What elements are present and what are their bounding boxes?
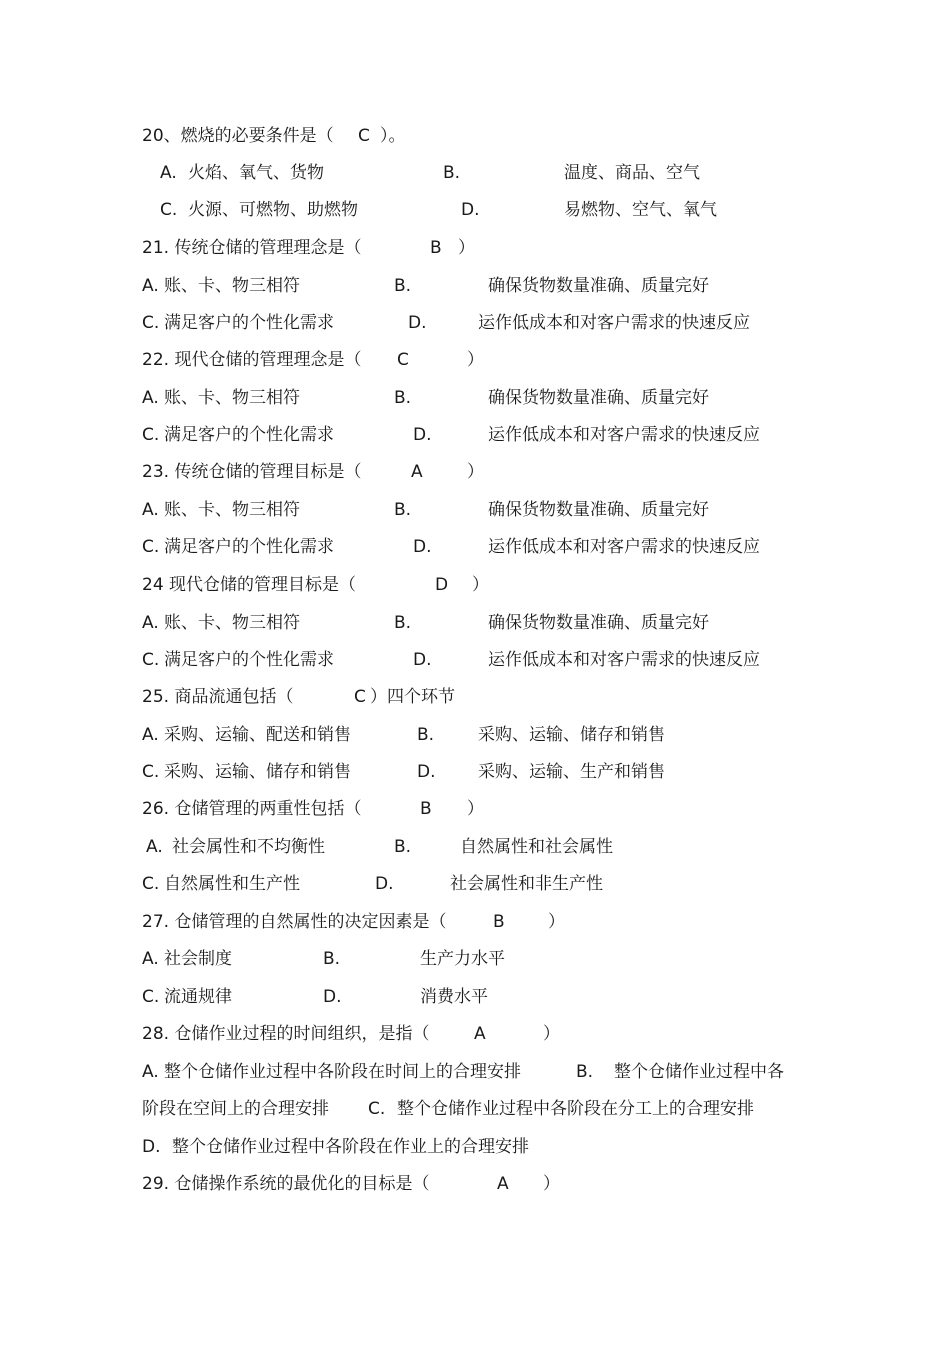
option-text: 满足客户的个性化需求 xyxy=(164,313,334,333)
option-text: 确保货物数量准确、质量完好 xyxy=(488,500,709,520)
option-text: 运作低成本和对客户需求的快速反应 xyxy=(488,425,760,445)
option-letter: D. xyxy=(408,313,427,333)
option-text: 运作低成本和对客户需求的快速反应 xyxy=(478,313,750,333)
option-letter: C. xyxy=(142,313,160,333)
question-close: ） xyxy=(543,1174,560,1194)
option-letter: D. xyxy=(323,987,342,1007)
option-text: 运作低成本和对客户需求的快速反应 xyxy=(488,537,760,557)
option-text: 账、卡、物三相符 xyxy=(164,613,300,633)
option-letter: C. xyxy=(142,537,160,557)
question-answer: B xyxy=(420,799,432,819)
option-text: 自然属性和生产性 xyxy=(164,874,300,894)
option-text: 消费水平 xyxy=(420,987,488,1007)
option-letter: C. xyxy=(160,200,178,220)
option-text: 火焰、氧气、货物 xyxy=(188,163,324,183)
option-text: 满足客户的个性化需求 xyxy=(164,650,334,670)
option-letter: C. xyxy=(368,1099,386,1119)
option-letter: D. xyxy=(413,537,432,557)
option-letter: A. xyxy=(142,276,159,296)
question-stem: 28. 仓储作业过程的时间组织，是指（ xyxy=(142,1024,430,1044)
option-text: 账、卡、物三相符 xyxy=(164,500,300,520)
option-text: 整个仓储作业过程中各 xyxy=(614,1062,784,1082)
option-letter: B. xyxy=(394,837,412,857)
question-close: ） xyxy=(467,350,484,370)
option-letter: B. xyxy=(576,1062,594,1082)
option-letter: C. xyxy=(142,987,160,1007)
option-letter: B. xyxy=(323,949,341,969)
question-close: ） xyxy=(458,238,475,258)
option-letter: D. xyxy=(461,200,480,220)
question-stem: 22. 现代仓储的管理理念是（ xyxy=(142,350,362,370)
option-text: 温度、商品、空气 xyxy=(564,163,700,183)
option-text: 生产力水平 xyxy=(420,949,505,969)
option-text: 社会属性和非生产性 xyxy=(450,874,603,894)
option-letter: D. xyxy=(413,425,432,445)
question-stem: 20、燃烧的必要条件是（ xyxy=(142,126,334,146)
option-letter: D. xyxy=(417,762,436,782)
option-text: 火源、可燃物、助燃物 xyxy=(188,200,358,220)
question-answer: C xyxy=(358,126,370,146)
question-answer: B xyxy=(430,238,442,258)
question-close: ） xyxy=(472,575,489,595)
option-text: 整个仓储作业过程中各阶段在分工上的合理安排 xyxy=(397,1099,754,1119)
question-close: ） xyxy=(467,462,484,482)
option-letter: D. xyxy=(375,874,394,894)
option-text: 采购、运输、配送和销售 xyxy=(164,725,351,745)
question-answer: A xyxy=(497,1174,509,1194)
question-close: ） xyxy=(548,912,565,932)
question-stem: 27. 仓储管理的自然属性的决定因素是（ xyxy=(142,912,447,932)
option-text: 满足客户的个性化需求 xyxy=(164,537,334,557)
option-letter: B. xyxy=(394,388,412,408)
option-text: 采购、运输、生产和销售 xyxy=(478,762,665,782)
option-letter: C. xyxy=(142,650,160,670)
option-text: 整个仓储作业过程中各阶段在时间上的合理安排 xyxy=(164,1062,521,1082)
question-stem: 26. 仓储管理的两重性包括（ xyxy=(142,799,362,819)
option-letter: B. xyxy=(417,725,435,745)
question-answer: C xyxy=(397,350,409,370)
question-close: ） xyxy=(467,799,484,819)
question-close: ）四个环节 xyxy=(370,687,455,707)
question-stem: 25. 商品流通包括（ xyxy=(142,687,294,707)
option-letter: A. xyxy=(160,163,177,183)
question-stem: 24 现代仓储的管理目标是（ xyxy=(142,575,357,595)
question-stem: 21. 传统仓储的管理理念是（ xyxy=(142,238,362,258)
option-letter: B. xyxy=(394,276,412,296)
option-text: 社会属性和不均衡性 xyxy=(172,837,325,857)
option-text: 整个仓储作业过程中各阶段在作业上的合理安排 xyxy=(172,1137,529,1157)
option-letter: C. xyxy=(142,425,160,445)
option-letter: A. xyxy=(142,1062,159,1082)
question-stem: 29. 仓储操作系统的最优化的目标是（ xyxy=(142,1174,430,1194)
option-letter: A. xyxy=(142,613,159,633)
question-29 xyxy=(0,1173,560,1283)
option-text: 社会制度 xyxy=(164,949,232,969)
option-letter: B. xyxy=(394,613,412,633)
option-letter: A. xyxy=(142,388,159,408)
option-letter: A. xyxy=(142,500,159,520)
option-letter: B. xyxy=(443,163,461,183)
option-letter: C. xyxy=(142,762,160,782)
option-text: 确保货物数量准确、质量完好 xyxy=(488,388,709,408)
question-close: ） xyxy=(543,1024,560,1044)
option-text: 账、卡、物三相符 xyxy=(164,388,300,408)
question-answer: A xyxy=(411,462,423,482)
question-answer: B xyxy=(493,912,505,932)
option-text: 流通规律 xyxy=(164,987,232,1007)
option-text: 采购、运输、储存和销售 xyxy=(478,725,665,745)
option-letter: C. xyxy=(142,874,160,894)
option-text: 确保货物数量准确、质量完好 xyxy=(488,613,709,633)
question-stem: 23. 传统仓储的管理目标是（ xyxy=(142,462,362,482)
option-letter: B. xyxy=(394,500,412,520)
option-text: 运作低成本和对客户需求的快速反应 xyxy=(488,650,760,670)
question-answer: C xyxy=(354,687,366,707)
option-text: 确保货物数量准确、质量完好 xyxy=(488,276,709,296)
option-text: 阶段在空间上的合理安排 xyxy=(142,1099,329,1119)
option-letter: D. xyxy=(413,650,432,670)
question-close: ）。 xyxy=(380,126,406,146)
option-text: 账、卡、物三相符 xyxy=(164,276,300,296)
option-letter: A. xyxy=(142,725,159,745)
option-text: 易燃物、空气、氧气 xyxy=(564,200,717,220)
question-answer: D xyxy=(435,575,449,595)
option-letter: A. xyxy=(146,837,163,857)
option-text: 自然属性和社会属性 xyxy=(460,837,613,857)
question-answer: A xyxy=(474,1024,486,1044)
option-letter: A. xyxy=(142,949,159,969)
option-letter: D. xyxy=(142,1137,161,1157)
option-text: 满足客户的个性化需求 xyxy=(164,425,334,445)
option-text: 采购、运输、储存和销售 xyxy=(164,762,351,782)
